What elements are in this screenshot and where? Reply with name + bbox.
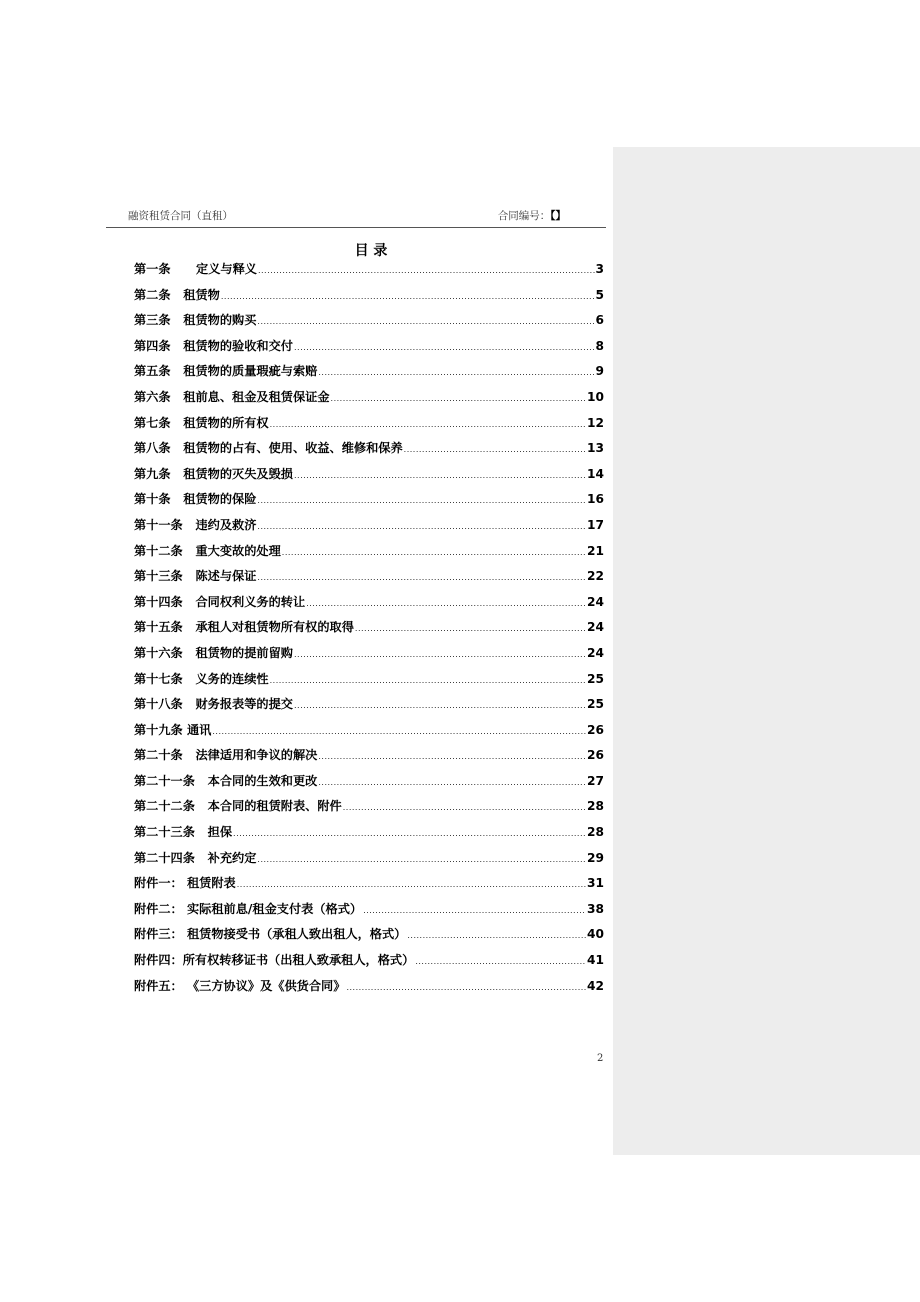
- comment-pane: [613, 147, 920, 1155]
- toc-entry-page: 13: [587, 441, 604, 456]
- toc-entry-number: 附件二：: [134, 901, 183, 916]
- toc-entry-gap: [183, 592, 196, 612]
- toc-entry-gap: [171, 413, 184, 433]
- toc-entry-number: 第二十一条: [134, 773, 195, 788]
- toc-entry[interactable]: [134, 361, 604, 387]
- toc-entry-number: 第四条: [134, 338, 171, 353]
- toc-entry-label: 实际租前息/租金支付表（格式）: [187, 901, 363, 916]
- page-header: [106, 205, 606, 228]
- toc-entry-number: 第八条: [134, 441, 171, 456]
- toc-dot-leader: [257, 312, 594, 332]
- toc-entry-page: 3: [595, 262, 604, 276]
- toc-entry[interactable]: [134, 924, 604, 950]
- toc-entry-page: 6: [595, 313, 604, 328]
- toc-entry-page: 42: [587, 978, 604, 993]
- toc-entry[interactable]: [134, 285, 604, 311]
- contract-number-label: 合同编号：: [497, 210, 551, 222]
- toc-dot-leader: [346, 978, 586, 998]
- toc-dot-leader: [257, 517, 586, 537]
- toc-dot-leader: [270, 671, 586, 691]
- toc-entry-number: 第十七条: [134, 671, 183, 686]
- toc-entry-gap: [183, 566, 196, 586]
- toc-entry-gap: [183, 694, 196, 714]
- toc-dot-leader: [258, 261, 595, 281]
- toc-entry-page: 8: [595, 338, 604, 353]
- toc-entry[interactable]: [134, 259, 604, 285]
- toc-entry-label: 租赁物接受书（承租人致出租人，格式）: [187, 927, 407, 942]
- toc-entry-number: 第三条: [134, 313, 171, 328]
- toc-dot-leader: [404, 440, 586, 460]
- toc-entry-label: 《三方协议》及《供货合同》: [187, 978, 346, 993]
- toc-entry-page: 28: [587, 825, 604, 840]
- toc-entry[interactable]: [134, 515, 604, 541]
- toc-entry-gap: [171, 361, 184, 381]
- toc-entry-number: 第二十二条: [134, 799, 195, 814]
- toc-entry[interactable]: [134, 617, 604, 643]
- toc-dot-leader: [331, 389, 586, 409]
- toc-entry-page: 41: [587, 953, 604, 968]
- toc-entry-label: 通讯: [187, 722, 212, 737]
- toc-entry-gap: [171, 387, 184, 407]
- toc-entry[interactable]: [134, 438, 604, 464]
- toc-entry[interactable]: [134, 669, 604, 695]
- toc-entry-gap: [195, 822, 208, 842]
- toc-entry-number: 第二十条: [134, 748, 183, 763]
- toc-entry[interactable]: [134, 822, 604, 848]
- toc-entry-page: 21: [587, 543, 604, 558]
- toc-entry-page: 29: [587, 850, 604, 865]
- toc-entry-page: 14: [587, 466, 604, 481]
- contract-number-value: 【】: [550, 210, 566, 222]
- toc-entry-page: 10: [587, 389, 604, 404]
- toc-dot-leader: [270, 415, 586, 435]
- toc-entry-number: 第二条: [134, 287, 171, 302]
- toc-entry[interactable]: [134, 464, 604, 490]
- toc-dot-leader: [233, 824, 586, 844]
- toc-entry-page: 24: [587, 594, 604, 609]
- toc-entry-page: 40: [587, 927, 604, 942]
- toc-dot-leader: [355, 619, 586, 639]
- toc-dot-leader: [294, 338, 595, 358]
- toc-entry-number: 附件五：: [134, 978, 183, 993]
- toc-entry[interactable]: [134, 873, 604, 899]
- toc-entry[interactable]: [134, 413, 604, 439]
- toc-dot-leader: [318, 773, 586, 793]
- toc-entry[interactable]: [134, 489, 604, 515]
- toc-entry-number: 附件三：: [134, 927, 183, 942]
- toc-entry-gap: [171, 464, 184, 484]
- toc-entry[interactable]: [134, 694, 604, 720]
- toc-entry-page: 26: [587, 748, 604, 763]
- toc-entry-label: 合同权利义务的转让: [195, 594, 306, 609]
- toc-entry-number: 第五条: [134, 364, 171, 379]
- toc-entry-label: 租赁物的购买: [183, 313, 257, 328]
- toc-entry-number: 第十八条: [134, 697, 183, 712]
- toc-entry-number: 第十一条: [134, 517, 183, 532]
- toc-entry-label: 租赁物的占有、使用、收益、维修和保养: [183, 441, 403, 456]
- toc-entry-page: 24: [587, 620, 604, 635]
- toc-entry-number: 第十九条: [134, 722, 183, 737]
- toc-entry-number: 第十三条: [134, 569, 183, 584]
- toc-entry[interactable]: [134, 796, 604, 822]
- toc-dot-leader: [212, 722, 586, 742]
- toc-entry[interactable]: [134, 336, 604, 362]
- toc-entry[interactable]: [134, 745, 604, 771]
- toc-entry-gap: [183, 669, 196, 689]
- toc-entry-page: 28: [587, 799, 604, 814]
- toc-entry-page: 38: [587, 901, 604, 916]
- toc-dot-leader: [318, 363, 594, 383]
- toc-entry-gap: [183, 541, 196, 561]
- table-of-contents: [134, 259, 604, 1001]
- contract-number: [498, 208, 566, 223]
- toc-entry-label: 法律适用和争议的解决: [195, 748, 318, 763]
- toc-entry-page: 17: [587, 517, 604, 532]
- toc-entry-number: 第十五条: [134, 620, 183, 635]
- toc-entry-label: 补充约定: [207, 850, 257, 865]
- toc-entry-number: 第七条: [134, 415, 171, 430]
- toc-entry-page: 27: [587, 773, 604, 788]
- toc-dot-leader: [318, 747, 586, 767]
- toc-entry-label: 租赁物的提前留购: [195, 645, 293, 660]
- toc-entry-number: 第二十四条: [134, 850, 195, 865]
- toc-entry-label: 租赁物的验收和交付: [183, 338, 293, 353]
- toc-entry[interactable]: [134, 387, 604, 413]
- toc-entry-label: 违约及救济: [195, 517, 257, 532]
- toc-entry-page: 5: [595, 287, 604, 302]
- toc-entry-label: 本合同的生效和更改: [207, 773, 318, 788]
- toc-entry-number: 第十四条: [134, 594, 183, 609]
- toc-dot-leader: [363, 901, 586, 921]
- toc-entry-label: 所有权转移证书（出租人致承租人，格式）: [182, 953, 415, 968]
- toc-entry[interactable]: [134, 643, 604, 669]
- toc-dot-leader: [343, 798, 586, 818]
- toc-entry-page: 26: [587, 722, 604, 737]
- toc-dot-leader: [257, 568, 586, 588]
- toc-entry-number: 第九条: [134, 466, 171, 481]
- toc-entry[interactable]: [134, 592, 604, 618]
- toc-entry[interactable]: [134, 541, 604, 567]
- toc-entry-label: 租赁物的质量瑕疵与索赔: [183, 364, 318, 379]
- toc-entry-label: 担保: [207, 825, 233, 840]
- toc-entry[interactable]: [134, 976, 604, 1002]
- toc-dot-leader: [237, 875, 586, 895]
- toc-dot-leader: [257, 491, 586, 511]
- toc-dot-leader: [294, 645, 586, 665]
- toc-entry-gap: [195, 771, 208, 791]
- toc-entry[interactable]: [134, 950, 604, 976]
- toc-entry-gap: [171, 285, 184, 305]
- toc-dot-leader: [294, 466, 586, 486]
- toc-entry-gap: [195, 796, 208, 816]
- toc-entry-gap: [183, 515, 196, 535]
- toc-entry-number: 第一条: [134, 262, 171, 276]
- toc-entry-gap: [171, 259, 196, 279]
- toc-entry-page: 25: [587, 671, 604, 686]
- toc-entry-page: 9: [595, 364, 604, 379]
- toc-entry-label: 租赁物: [183, 287, 220, 302]
- toc-entry-number: 第十六条: [134, 645, 183, 660]
- toc-entry-label: 重大变故的处理: [195, 543, 281, 558]
- toc-entry-gap: [183, 745, 196, 765]
- toc-entry-gap: [183, 617, 196, 637]
- toc-entry-number: 附件一：: [134, 876, 183, 891]
- toc-entry-gap: [171, 310, 184, 330]
- toc-entry-number: 附件四：: [134, 953, 183, 968]
- toc-entry-number: 第六条: [134, 389, 171, 404]
- toc-entry-page: 25: [587, 697, 604, 712]
- toc-entry-label: 租赁物的保险: [183, 492, 257, 507]
- toc-entry-number: 第十条: [134, 492, 171, 507]
- toc-entry-gap: [195, 848, 208, 868]
- toc-entry-page: 22: [587, 569, 604, 584]
- toc-dot-leader: [294, 696, 586, 716]
- toc-dot-leader: [221, 287, 595, 307]
- toc-entry-label: 租前息、租金及租赁保证金: [183, 389, 330, 404]
- toc-entry[interactable]: [134, 771, 604, 797]
- toc-entry-page: 24: [587, 645, 604, 660]
- toc-entry-page: 12: [587, 415, 604, 430]
- toc-title: 目 录: [354, 243, 388, 259]
- toc-entry-label: 租赁附表: [187, 876, 236, 891]
- toc-dot-leader: [306, 594, 586, 614]
- toc-entry-page: 16: [587, 492, 604, 507]
- toc-entry-label: 陈述与保证: [195, 569, 257, 584]
- toc-entry-label: 承租人对租赁物所有权的取得: [195, 620, 354, 635]
- toc-entry-gap: [171, 489, 184, 509]
- toc-entry-number: 第二十三条: [134, 825, 195, 840]
- toc-entry-label: 租赁物的灭失及毁损: [183, 466, 293, 481]
- toc-dot-leader: [415, 952, 586, 972]
- toc-entry-label: 本合同的租赁附表、附件: [207, 799, 342, 814]
- toc-dot-leader: [282, 543, 586, 563]
- toc-entry[interactable]: [134, 566, 604, 592]
- toc-entry[interactable]: [134, 310, 604, 336]
- toc-entry-label: 义务的连续性: [195, 671, 269, 686]
- toc-dot-leader: [257, 850, 586, 870]
- page-number: 2: [597, 1053, 604, 1064]
- toc-entry-page: 31: [587, 876, 604, 891]
- toc-entry-gap: [171, 336, 184, 356]
- toc-entry-gap: [171, 438, 184, 458]
- toc-entry[interactable]: [134, 720, 604, 746]
- header-title: 融资租赁合同（直租）: [128, 210, 233, 222]
- toc-entry-label: 租赁物的所有权: [183, 415, 269, 430]
- toc-dot-leader: [407, 926, 586, 946]
- toc-entry-label: 财务报表等的提交: [195, 697, 293, 712]
- toc-entry-gap: [183, 643, 196, 663]
- toc-entry[interactable]: [134, 848, 604, 874]
- toc-entry[interactable]: [134, 899, 604, 925]
- toc-entry-label: 定义与释义: [196, 262, 257, 276]
- toc-entry-number: 第十二条: [134, 543, 183, 558]
